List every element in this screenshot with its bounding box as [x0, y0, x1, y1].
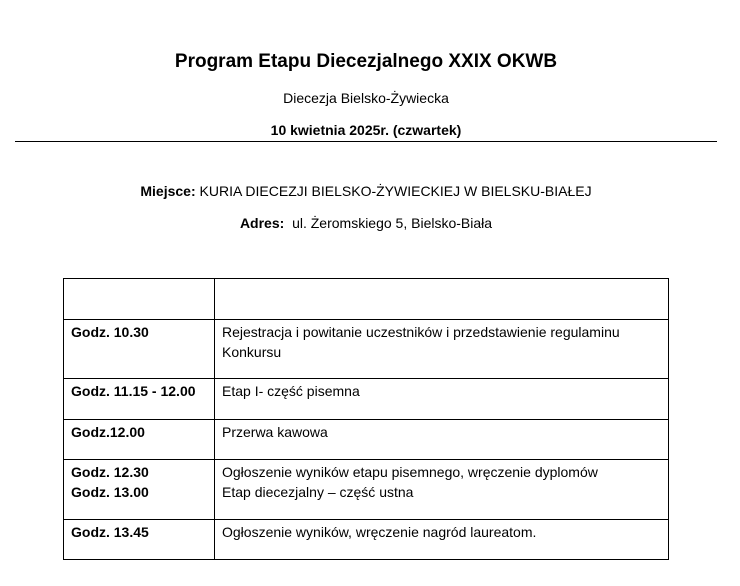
document-title: Program Etapu Diecezjalnego XXIX OKWB [174, 51, 558, 72]
address-label: Adres: [239, 215, 285, 231]
time-text: Godz. 13.45 [71, 524, 149, 540]
place-label: Miejsce: [140, 183, 196, 199]
event-cell [215, 379, 669, 420]
table-row [64, 420, 669, 460]
time-cell [64, 379, 215, 420]
time-text: Godz. 11.15 - 12.00 [71, 383, 196, 399]
event-date: 10 kwietnia 2025r. (czwartek) [270, 122, 462, 138]
table-row [64, 460, 669, 520]
time-text: Godz. 13.00 [71, 484, 149, 500]
table-row [64, 320, 669, 379]
event-text: Etap I- część pisemna [222, 383, 360, 399]
event-cell [215, 460, 669, 520]
event-cell [215, 420, 669, 460]
time-cell [64, 320, 215, 379]
time-text: Godz. 12.30 [71, 464, 149, 480]
event-text: Rejestracja i powitanie uczestników i przedstawienie regulaminu [222, 324, 620, 340]
header-event-cell [215, 279, 669, 320]
event-cell [215, 520, 669, 560]
place-line [0, 183, 732, 199]
event-text: Ogłoszenie wyników, wręczenie nagród laureatom. [222, 524, 537, 540]
table-row [64, 379, 669, 420]
table-row [64, 520, 669, 560]
event-text: Etap diecezjalny – część ustna [222, 484, 414, 500]
horizontal-rule [15, 141, 717, 142]
time-text: Godz. 10.30 [71, 324, 149, 340]
address-line [0, 215, 732, 231]
event-text: Przerwa kawowa [222, 424, 328, 440]
event-text: Konkursu [222, 344, 282, 360]
event-cell [215, 320, 669, 379]
table-header-row [64, 279, 669, 320]
address-value: ul. Żeromskiego 5, Bielsko-Biała [284, 215, 493, 231]
diocese-name: Diecezja Bielsko-Żywiecka [283, 90, 449, 106]
time-cell [64, 520, 215, 560]
header-time-cell [64, 279, 215, 320]
time-text: Godz.12.00 [71, 424, 145, 440]
schedule-table [63, 278, 669, 560]
time-cell [64, 420, 215, 460]
place-value: KURIA DIECEZJI BIELSKO-ŻYWIECKIEJ W BIELSKU-BIAŁEJ [195, 183, 592, 199]
time-cell [64, 460, 215, 520]
event-text: Ogłoszenie wyników etapu pisemnego, wręczenie dyplomów [222, 464, 598, 480]
